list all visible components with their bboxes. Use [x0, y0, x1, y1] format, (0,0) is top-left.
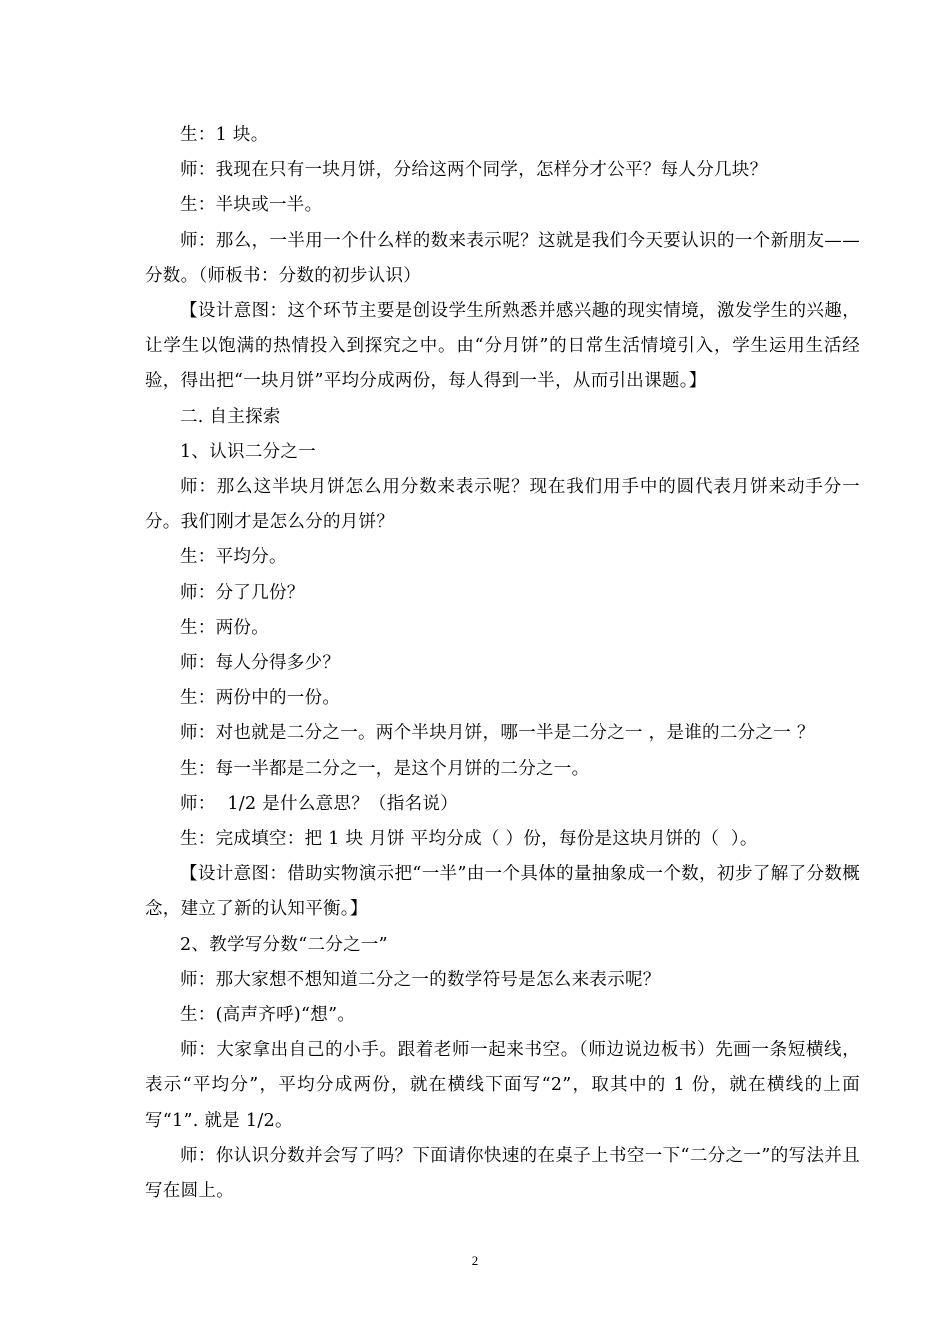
paragraph: 师： 1/2 是什么意思？（指名说） — [180, 793, 459, 814]
subsection-heading: 2、教学写分数“二分之一” — [180, 934, 388, 955]
paragraph: 师：我现在只有一块月饼，分给这两个同学，怎样分才公平？每人分几块？ — [180, 160, 768, 181]
paragraph: 生：半块或一半。 — [180, 195, 323, 216]
subsection-heading: 1、认识二分之一 — [180, 441, 317, 462]
paragraph: 生：两份。 — [180, 617, 269, 638]
paragraph: 生：平均分。 — [180, 547, 287, 568]
section-heading: 二. 自主探索 — [180, 406, 281, 427]
paragraph: 生：1 块。 — [180, 125, 269, 145]
design-intent-note: 【设计意图：借助实物演示把“一半”由一个具体的量抽象成一个数，初步了解了分数概念，建立了新的认知平衡。】 — [145, 864, 860, 920]
paragraph: 师：你认识分数并会写了吗？下面请你快速的在桌子上书空一下“二分之一”的写法并且写在圆上。 — [145, 1145, 860, 1202]
paragraph: 生：每一半都是二分之一，是这个月饼的二分之一。 — [180, 758, 590, 779]
document-body — [145, 118, 860, 1209]
paragraph: 生：完成填空：把 1 块 月饼 平均分成（ ）份，每份是这块月饼的（ ）。 — [180, 829, 758, 850]
design-intent-note: 【设计意图：这个环节主要是创设学生所熟悉并感兴趣的现实情境，激发学生的兴趣，让学生以饱满的热情投入到探究之中。由“分月饼”的日常生活情境引入，学生运用生活经验，得出把“一块月饼”平均分成两份，每人得到一半，从而引出课题。】 — [145, 301, 860, 392]
paragraph: 师：对也就是二分之一。两个半块月饼，哪一半是二分之一 ，是谁的二分之一 ？ — [180, 723, 815, 744]
paragraph: 生：(高声齐呼)“想”。 — [180, 1005, 356, 1026]
paragraph: 师：那么这半块月饼怎么用分数来表示呢？现在我们用手中的圆代表月饼来动手分一分。我们刚才是怎么分的月饼？ — [145, 477, 860, 533]
paragraph: 师：分了几份？ — [180, 582, 305, 603]
paragraph: 生：两份中的一份。 — [180, 688, 341, 709]
paragraph: 师：那大家想不想知道二分之一的数学符号是怎么来表示呢？ — [180, 969, 661, 990]
paragraph: 师：每人分得多少？ — [180, 653, 341, 674]
page-number: 2 — [471, 1253, 479, 1268]
paragraph: 师：那么，一半用一个什么样的数来表示呢？这就是我们今天要认识的一个新朋友——分数。（师板书：分数的初步认识） — [145, 230, 860, 286]
paragraph: 师：大家拿出自己的小手。跟着老师一起来书空。（师边说边板书）先画一条短横线，表示“平均分”，平均分成两份，就在横线下面写“2”，取其中的 1 份，就在横线的上面写“1”. 就是 1/2。 — [145, 1040, 860, 1131]
